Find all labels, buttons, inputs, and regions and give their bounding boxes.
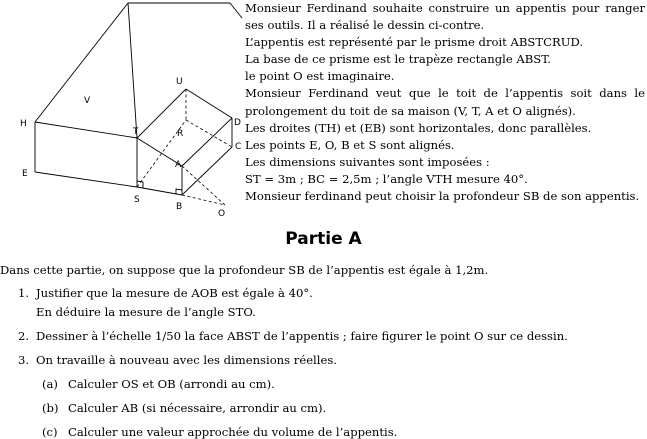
- intro-p2: L’appentis est représenté par le prisme droit ABSTCRUD.: [245, 35, 584, 50]
- intro-p1: Monsieur Ferdinand souhaite construire un appentis pour ranger ses outils. Il a réalisé le dessin ci-contre.: [245, 1, 645, 33]
- subtask-c: Calculer une valeur approchée du volume de l’appentis.: [68, 425, 398, 439]
- label-B: B: [176, 202, 183, 212]
- edge-roof-back: [230, 3, 242, 18]
- label-U: U: [176, 77, 183, 87]
- edge-HT: [35, 122, 137, 138]
- hidden-edge-BO: [182, 195, 225, 205]
- subtask-label-b: (b): [42, 401, 59, 415]
- intro-p3: La base de ce prisme est le trapèze rectangle ABST.: [245, 52, 551, 67]
- right-angle-B: [176, 189, 182, 194]
- intro-p9: ST = 3m ; BC = 2,5m ; l’angle VTH mesure 40°.: [245, 171, 528, 186]
- edge-UD: [186, 89, 232, 118]
- label-E: E: [22, 169, 28, 179]
- subtask-a: Calculer OS et OB (arrondi au cm).: [68, 377, 275, 391]
- label-C: C: [235, 142, 242, 152]
- edge-SB: [137, 187, 182, 195]
- label-S: S: [134, 195, 140, 205]
- intro-p6: Les droites (TH) et (EB) sont horizontales, donc parallèles.: [245, 120, 592, 135]
- intro-p10: Monsieur ferdinand peut choisir la profondeur SB de son appentis.: [245, 189, 640, 204]
- intro-p4: le point O est imaginaire.: [245, 69, 395, 84]
- intro-p7: Les points E, O, B et S sont alignés.: [245, 137, 455, 152]
- label-T: T: [133, 127, 139, 137]
- intro-p5: Monsieur Ferdinand veut que le toit de l’appentis soit dans le prolongement du toit de sa maison (V, T, A et O alignés).: [245, 86, 645, 118]
- task-2: Dessiner à l’échelle 1/50 la face ABST de l’appentis ; faire figurer le point O sur ce dessin.: [36, 329, 568, 343]
- section-heading: Partie A: [285, 229, 362, 249]
- edge-AD: [182, 118, 232, 166]
- subtask-label-c: (c): [42, 425, 58, 439]
- section-lead: Dans cette partie, on suppose que la profondeur SB de l’appentis est égale à 1,2m.: [0, 263, 489, 277]
- subtask-label-a: (a): [42, 377, 58, 391]
- label-V: V: [84, 96, 91, 106]
- task-1a: Justifier que la mesure de AOB est égale à 40°.: [36, 286, 313, 300]
- label-A: A: [175, 160, 182, 170]
- intro-p8: Les dimensions suivantes sont imposées :: [245, 154, 490, 169]
- subtask-b: Calculer AB (si nécessaire, arrondir au cm).: [68, 401, 327, 415]
- label-R: R: [177, 129, 184, 139]
- label-O: O: [218, 209, 226, 219]
- appentis-figure: [0, 0, 245, 225]
- task-number-3: 3.: [18, 353, 30, 367]
- task-1b: En déduire la mesure de l’angle STO.: [36, 305, 256, 319]
- task-3: On travaille à nouveau avec les dimensions réelles.: [36, 353, 337, 367]
- problem-statement: [245, 0, 645, 205]
- edge-roof-front: [35, 3, 128, 122]
- edge-ES: [35, 172, 137, 187]
- label-D: D: [234, 118, 241, 128]
- label-H: H: [20, 119, 27, 129]
- task-number-1: 1.: [18, 286, 30, 300]
- task-number-2: 2.: [18, 329, 30, 343]
- edge-roof-slope: [128, 3, 137, 138]
- edge-BC: [182, 147, 232, 195]
- hidden-edge-AO: [182, 166, 225, 205]
